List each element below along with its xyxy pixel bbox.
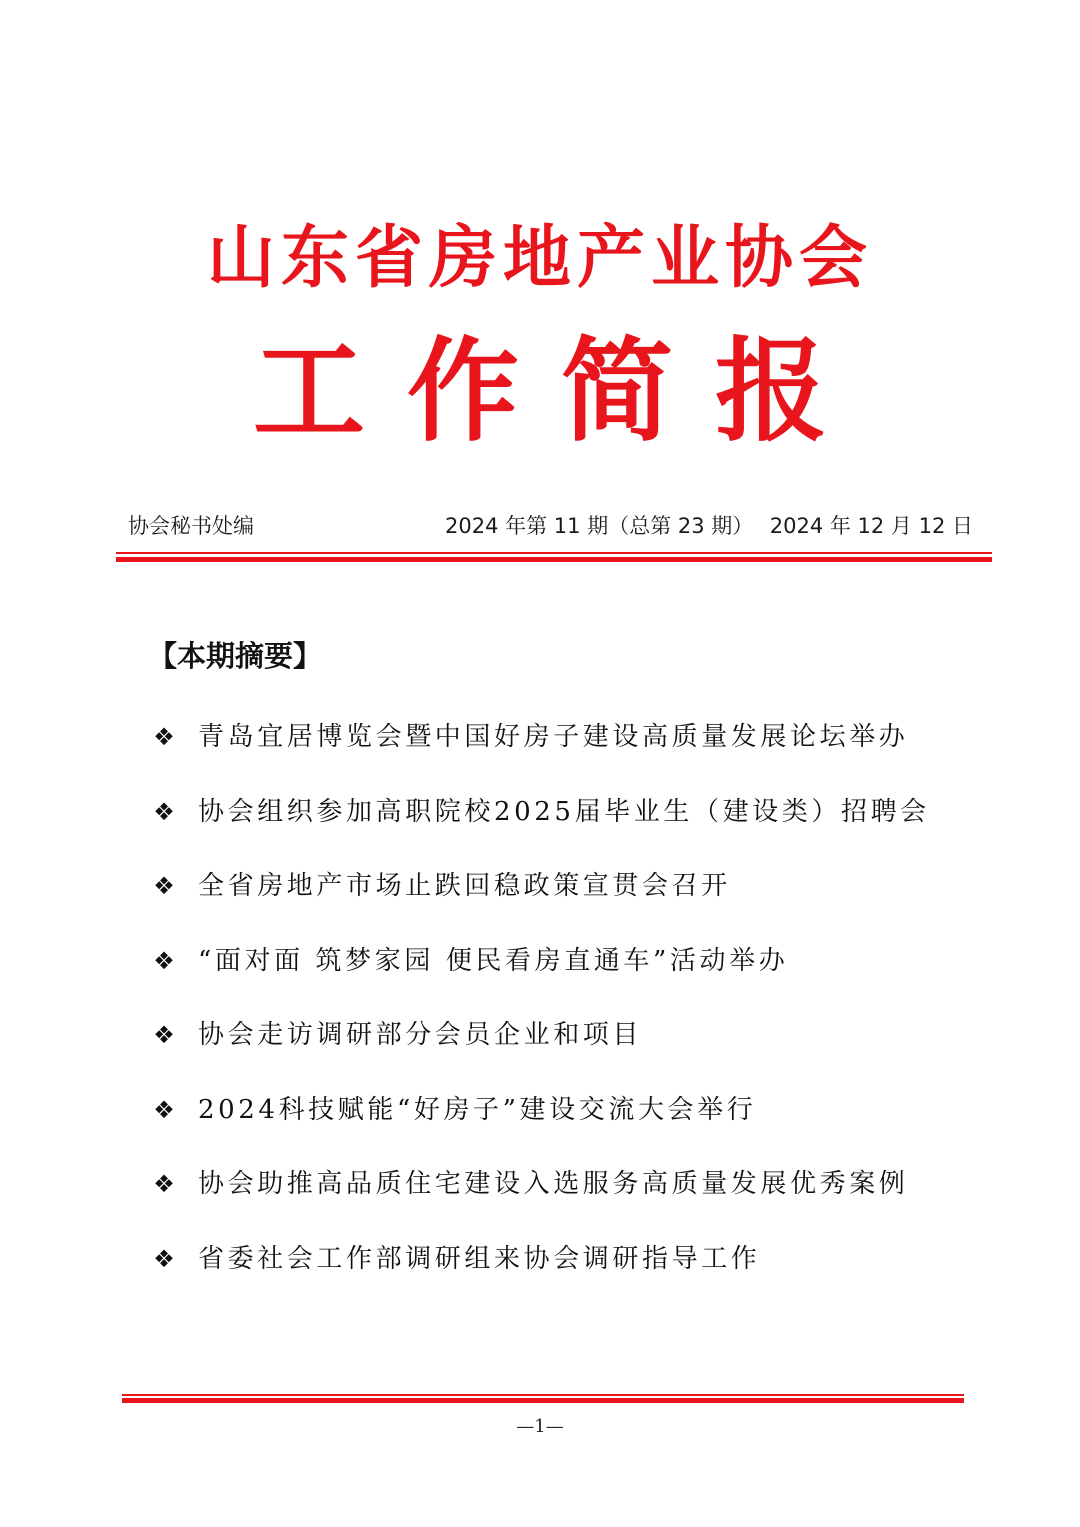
summary-item-text: 协会组织参加高职院校2025届毕业生（建设类）招聘会 xyxy=(198,796,930,827)
footer-divider-thin xyxy=(122,1394,964,1396)
header-divider-thick xyxy=(116,557,992,562)
summary-item-text: 2024科技赋能“好房子”建设交流大会举行 xyxy=(198,1094,757,1125)
issue-meta-row xyxy=(128,510,973,542)
diamond-bullet-icon: ❖ xyxy=(153,872,175,900)
diamond-bullet-icon: ❖ xyxy=(153,1095,175,1124)
summary-item-text: “面对面 筑梦家园 便民看房直通车”活动举办 xyxy=(198,945,789,976)
summary-item xyxy=(150,938,950,1013)
summary-item xyxy=(150,1012,950,1087)
footer-divider-thick xyxy=(122,1398,964,1403)
page-number: —1— xyxy=(516,1416,564,1437)
editor-label: 协会秘书处编 xyxy=(128,514,254,538)
summary-item xyxy=(150,1087,950,1162)
summary-item xyxy=(150,1236,950,1311)
summary-item-text: 协会走访调研部分会员企业和项目 xyxy=(198,1020,643,1050)
summary-item xyxy=(150,863,950,938)
issue-number: 2024 年第 11 期（总第 23 期） xyxy=(445,514,754,538)
summary-heading: 【本期摘要】 xyxy=(148,639,323,673)
summary-list xyxy=(150,714,950,1310)
summary-item xyxy=(150,714,950,789)
summary-item-text: 全省房地产市场止跌回稳政策宣贯会召开 xyxy=(198,871,731,901)
diamond-bullet-icon: ❖ xyxy=(153,797,175,826)
summary-item xyxy=(150,789,950,864)
org-title: 山东省房地产业协会 xyxy=(206,218,873,298)
summary-item-text: 协会助推高品质住宅建设入选服务高质量发展优秀案例 xyxy=(198,1169,909,1199)
diamond-bullet-icon: ❖ xyxy=(153,946,175,975)
summary-item xyxy=(150,1161,950,1236)
diamond-bullet-icon: ❖ xyxy=(153,723,175,751)
summary-item-text: 青岛宜居博览会暨中国好房子建设高质量发展论坛举办 xyxy=(198,722,909,752)
issue-date: 2024 年 12 月 12 日 xyxy=(769,514,973,538)
diamond-bullet-icon: ❖ xyxy=(153,1244,175,1273)
diamond-bullet-icon: ❖ xyxy=(153,1021,175,1049)
brief-title: 工作简报 xyxy=(253,326,869,457)
summary-item-text: 省委社会工作部调研组来协会调研指导工作 xyxy=(198,1243,761,1274)
header-divider-thin xyxy=(116,552,992,554)
diamond-bullet-icon: ❖ xyxy=(153,1170,175,1198)
